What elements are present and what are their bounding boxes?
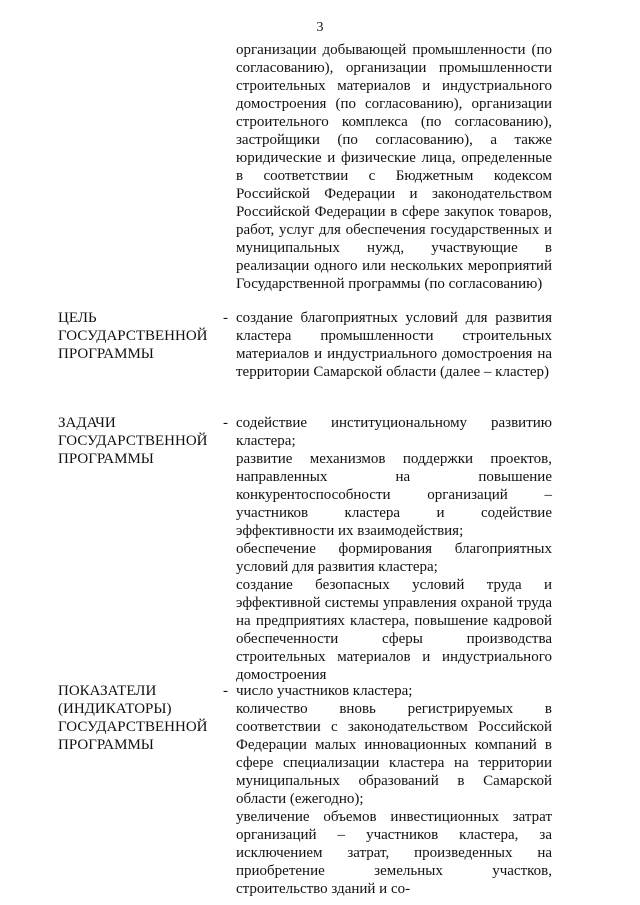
indicators-item: число участников кластера;	[236, 683, 413, 699]
tasks-item: создание безопасных условий труда и эффективной системы управления охраной труда на предприятиях кластера, повышение кадровой обеспеченности сферы производства строительных материалов и индустриального домостроения	[236, 577, 552, 683]
goal-label: ЦЕЛЬ ГОСУДАРСТВЕННОЙ ПРОГРАММЫ	[58, 310, 208, 362]
indicators-dash: -	[223, 683, 228, 699]
indicators-item: увеличение объемов инвестиционных затрат организаций – участников кластера, за исключением затрат, произведенных на приобретение земельных участков, строительство зданий и со-	[236, 809, 552, 897]
goal-item: создание благоприятных условий для развития кластера промышленности строительных материалов и индустриального домостроения на территории Самарской области (далее – кластер)	[236, 310, 552, 380]
tasks-item: содействие институциональному развитию кластера;	[236, 415, 552, 449]
tasks-content	[236, 414, 552, 684]
goal-dash: -	[223, 310, 228, 326]
indicators-content	[236, 682, 552, 898]
page-number: 3	[316, 20, 324, 35]
tasks-item: развитие механизмов поддержки проектов, направленных на повышение конкурентоспособности организаций – участников кластера и содействие эффективности их взаимодействия;	[236, 451, 552, 539]
continuation-text: организации добывающей промышленности (по согласованию), организации промышленности строительных материалов и индустриального домостроения (по согласованию), организации строительного комплекса (по согласованию), застройщики (по согласованию), а также юридические и физические лица, определенные в соответствии с Бюджетным кодексом Российской Федерации и законодательством Российской Федерации в сфере закупок товаров, работ, услуг для обеспечения государственных и муниципальных нужд, участвующие в реализации одного или нескольких мероприятий Государственной программы (по согласованию)	[236, 42, 552, 292]
tasks-dash: -	[223, 415, 228, 431]
indicators-label: ПОКАЗАТЕЛИ (ИНДИКАТОРЫ) ГОСУДАРСТВЕННОЙ ПРОГРАММЫ	[58, 683, 208, 753]
tasks-item: обеспечение формирования благоприятных условий для развития кластера;	[236, 541, 552, 575]
tasks-label: ЗАДАЧИ ГОСУДАРСТВЕННОЙ ПРОГРАММЫ	[58, 415, 208, 467]
indicators-item: количество вновь регистрируемых в соответствии с законодательством Российской Федерации малых инновационных компаний в сфере специализации кластера на территории муниципальных образований в Самарской области (ежегодно);	[236, 701, 552, 807]
goal-content	[236, 309, 552, 381]
